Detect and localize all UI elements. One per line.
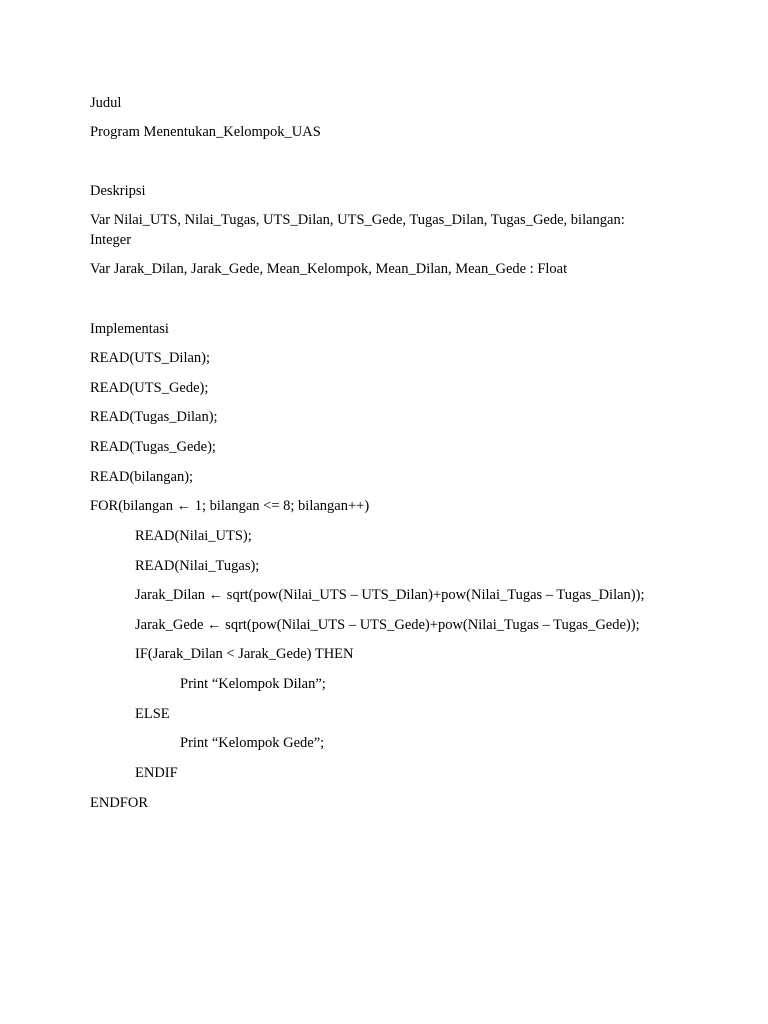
code-line: READ(Nilai_UTS); (135, 528, 252, 544)
implementasi-heading: Implementasi (90, 321, 169, 337)
var-integer-line-2: Integer (90, 232, 132, 248)
code-line: READ(UTS_Dilan); (90, 350, 211, 366)
code-line: READ(UTS_Gede); (90, 380, 209, 396)
code-line: Print “Kelompok Gede”; (180, 735, 325, 751)
code-line-endif: ENDIF (135, 765, 178, 781)
code-line: READ(Tugas_Dilan); (90, 409, 218, 425)
code-line: READ(Nilai_Tugas); (135, 558, 260, 574)
code-line: Print “Kelompok Dilan”; (180, 676, 326, 692)
program-title: Program Menentukan_Kelompok_UAS (90, 124, 321, 140)
var-integer-line-1: Var Nilai_UTS, Nilai_Tugas, UTS_Dilan, UTS_Gede, Tugas_Dilan, Tugas_Gede, bilangan: (90, 212, 625, 228)
code-line: READ(bilangan); (90, 469, 194, 485)
code-line: Jarak_Dilan ← sqrt(pow(Nilai_UTS – UTS_Dilan)+pow(Nilai_Tugas – Tugas_Dilan)); (135, 587, 645, 603)
code-line: READ(Tugas_Gede); (90, 439, 216, 455)
deskripsi-heading: Deskripsi (90, 183, 146, 199)
code-line-else: ELSE (135, 706, 170, 722)
code-line-for: FOR(bilangan ← 1; bilangan <= 8; bilangan++) (90, 498, 370, 514)
var-float-line: Var Jarak_Dilan, Jarak_Gede, Mean_Kelompok, Mean_Dilan, Mean_Gede : Float (90, 261, 568, 277)
code-line: Jarak_Gede ← sqrt(pow(Nilai_UTS – UTS_Gede)+pow(Nilai_Tugas – Tugas_Gede)); (135, 617, 640, 633)
judul-heading: Judul (90, 95, 122, 111)
code-line-endfor: ENDFOR (90, 795, 149, 811)
code-line-if: IF(Jarak_Dilan < Jarak_Gede) THEN (135, 646, 354, 662)
